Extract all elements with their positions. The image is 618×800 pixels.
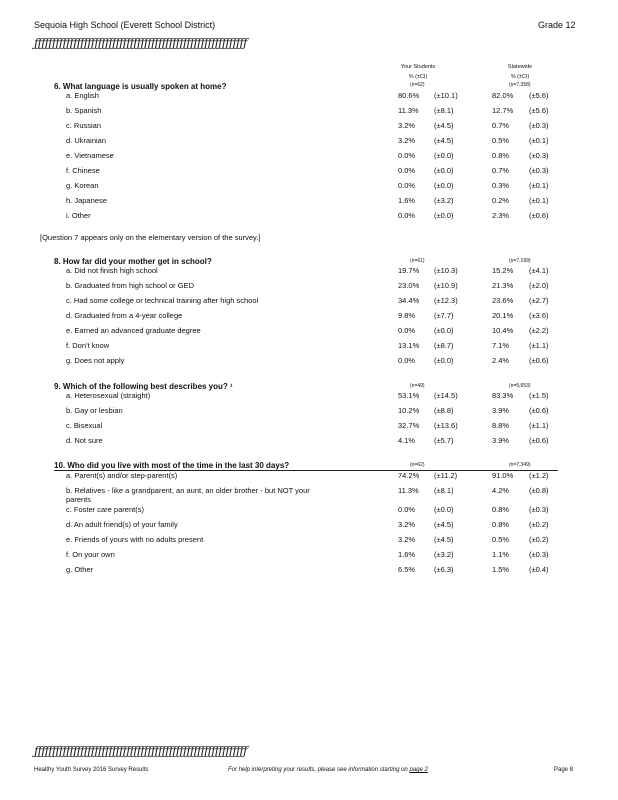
your-pct: 11.3% — [398, 486, 419, 495]
your-ci: (±10.1) — [434, 91, 458, 100]
row-label: f. Chinese — [66, 166, 100, 175]
your-pct: 6.5% — [398, 565, 416, 574]
state-pct: 20.1% — [492, 311, 514, 320]
row-label: c. Had some college or technical training after high school — [66, 296, 259, 305]
q10-n-yours: (n=62) — [410, 462, 425, 468]
state-ci: (±2.2) — [529, 326, 549, 335]
col-statewide-title: Statewide — [507, 64, 533, 70]
q8-n-yours: (n=61) — [410, 258, 425, 264]
footer-help-link[interactable]: page 2 — [409, 767, 428, 773]
table-row — [0, 211, 618, 225]
state-pct: 0.3% — [492, 181, 510, 190]
state-ci: (±0.3) — [529, 550, 549, 559]
table-row — [0, 136, 618, 150]
row-label-continued: parents — [66, 495, 92, 504]
row-label: b. Graduated from high school or GED — [66, 281, 194, 290]
table-row — [0, 565, 618, 579]
row-label: f. Don't know — [66, 341, 110, 350]
row-label: g. Korean — [66, 181, 99, 190]
table-row — [0, 121, 618, 135]
question-7-note: [Question 7 appears only on the elementary version of the survey.] — [40, 233, 261, 242]
your-ci: (±10.3) — [434, 266, 458, 275]
your-pct: 3.2% — [398, 136, 416, 145]
table-row — [0, 356, 618, 370]
state-pct: 3.9% — [492, 436, 510, 445]
your-ci: (±14.5) — [434, 391, 458, 400]
your-ci: (±0.0) — [434, 326, 454, 335]
your-ci: (±7.7) — [434, 311, 454, 320]
state-pct: 1.5% — [492, 565, 510, 574]
your-ci: (±8.7) — [434, 341, 454, 350]
state-ci: (±0.2) — [529, 535, 549, 544]
state-pct: 4.2% — [492, 486, 510, 495]
your-ci: (±0.0) — [434, 151, 454, 160]
table-row — [0, 91, 618, 105]
state-pct: 83.3% — [492, 391, 514, 400]
state-ci: (±2.7) — [529, 296, 549, 305]
table-row — [0, 436, 618, 450]
state-ci: (±5.6) — [529, 91, 549, 100]
your-ci: (±6.3) — [434, 565, 454, 574]
state-pct: 0.8% — [492, 505, 510, 514]
state-ci: (±5.6) — [529, 106, 549, 115]
state-pct: 15.2% — [492, 266, 514, 275]
your-ci: (±0.0) — [434, 166, 454, 175]
row-label: e. Earned an advanced graduate degree — [66, 326, 201, 335]
your-ci: (±5.7) — [434, 436, 454, 445]
your-pct: 32.7% — [398, 421, 420, 430]
table-row — [0, 326, 618, 340]
table-row — [0, 281, 618, 295]
state-pct: 82.0% — [492, 91, 514, 100]
q9-n-state: (n=5,653) — [509, 383, 531, 389]
state-ci: (±0.3) — [529, 151, 549, 160]
row-label: i. Other — [66, 211, 91, 220]
row-label: g. Other — [66, 565, 94, 574]
state-pct: 12.7% — [492, 106, 514, 115]
row-label: a. English — [66, 91, 99, 100]
row-label: a. Parent(s) and/or step-parent(s) — [66, 471, 178, 480]
state-ci: (±0.6) — [529, 356, 549, 365]
your-ci: (±4.5) — [434, 121, 454, 130]
state-pct: 2.4% — [492, 356, 510, 365]
table-row — [0, 181, 618, 195]
col-your-students-pct: % (±CI) — [408, 74, 428, 80]
q6-title: 6. What language is usually spoken at home? — [54, 82, 227, 91]
state-ci: (±1.1) — [529, 421, 549, 430]
your-ci: (±0.0) — [434, 181, 454, 190]
your-pct: 1.6% — [398, 550, 416, 559]
state-pct: 0.5% — [492, 136, 510, 145]
row-label: d. Not sure — [66, 436, 103, 445]
q6-n-state: (n=7,358) — [509, 82, 531, 88]
state-pct: 0.7% — [492, 166, 510, 175]
table-row — [0, 406, 618, 420]
state-ci: (±0.3) — [529, 121, 549, 130]
table-row — [0, 166, 618, 180]
your-pct: 19.7% — [398, 266, 420, 275]
table-row — [0, 196, 618, 210]
your-pct: 0.0% — [398, 151, 416, 160]
your-ci: (±8.1) — [434, 486, 454, 495]
q8-n-state: (n=7,199) — [509, 258, 531, 264]
your-pct: 0.0% — [398, 356, 416, 365]
your-pct: 9.8% — [398, 311, 416, 320]
state-pct: 21.3% — [492, 281, 514, 290]
your-ci: (±0.0) — [434, 211, 454, 220]
row-label: c. Russian — [66, 121, 102, 130]
row-label: b. Relatives - like a grandparent, an aunt, an older brother - but NOT your — [66, 486, 310, 495]
state-pct: 0.8% — [492, 151, 510, 160]
q10-title: 10. Who did you live with most of the time in the last 30 days? — [54, 461, 290, 470]
row-label: a. Heterosexual (straight) — [66, 391, 151, 400]
table-row — [0, 266, 618, 280]
row-label: d. Ukrainian — [66, 136, 107, 145]
col-your-students — [388, 64, 448, 80]
your-ci: (±8.1) — [434, 106, 454, 115]
table-row — [0, 311, 618, 325]
your-ci: (±10.9) — [434, 281, 458, 290]
row-label: e. Friends of yours with no adults present — [66, 535, 204, 544]
q9-n-yours: (n=49) — [410, 383, 425, 389]
table-row — [0, 296, 618, 310]
your-pct: 34.4% — [398, 296, 420, 305]
state-pct: 0.2% — [492, 196, 510, 205]
state-pct: 91.0% — [492, 471, 514, 480]
your-pct: 0.0% — [398, 181, 416, 190]
row-label: c. Foster care parent(s) — [66, 505, 144, 514]
table-row — [0, 151, 618, 165]
your-ci: (±0.0) — [434, 356, 454, 365]
table-row — [0, 471, 618, 485]
your-ci: (±4.5) — [434, 136, 454, 145]
grade-label: Grade 12 — [538, 20, 576, 30]
your-ci: (±12.3) — [434, 296, 458, 305]
state-pct: 8.8% — [492, 421, 510, 430]
school-title: Sequoia High School (Everett School District) — [34, 20, 216, 30]
table-row — [0, 505, 618, 519]
state-pct: 1.1% — [492, 550, 510, 559]
state-pct: 2.3% — [492, 211, 510, 220]
state-ci: (±0.1) — [529, 196, 549, 205]
your-pct: 0.0% — [398, 505, 416, 514]
your-pct: 3.2% — [398, 535, 416, 544]
state-ci: (±0.6) — [529, 436, 549, 445]
table-row — [0, 341, 618, 355]
row-label: e. Vietnamese — [66, 151, 114, 160]
state-pct: 7.1% — [492, 341, 510, 350]
col-your-students-title: Your Students — [400, 64, 436, 70]
your-ci: (±3.2) — [434, 550, 454, 559]
row-label: h. Japanese — [66, 196, 107, 205]
state-ci: (±0.6) — [529, 406, 549, 415]
your-pct: 0.0% — [398, 326, 416, 335]
row-label: b. Gay or lesbian — [66, 406, 123, 415]
your-pct: 3.2% — [398, 520, 416, 529]
your-pct: 3.2% — [398, 121, 416, 130]
q9-title: 9. Which of the following best describes you? ¹ — [54, 382, 233, 391]
your-pct: 4.1% — [398, 436, 416, 445]
col-statewide — [490, 64, 550, 80]
state-ci: (±4.1) — [529, 266, 549, 275]
header-rule: ƒƒƒƒƒƒƒƒƒƒƒƒƒƒƒƒƒƒƒƒƒƒƒƒƒƒƒƒƒƒƒƒƒƒƒƒƒƒƒƒƒƒƒƒƒƒƒƒƒƒƒƒƒƒƒƒƒƒƒƒ — [34, 36, 247, 50]
your-pct: 13.1% — [398, 341, 420, 350]
col-statewide-pct: % (±CI) — [510, 74, 530, 80]
row-label: b. Spanish — [66, 106, 102, 115]
your-pct: 23.0% — [398, 281, 420, 290]
state-ci: (±0.3) — [529, 166, 549, 175]
row-label: g. Does not apply — [66, 356, 125, 365]
footer-help-text — [228, 767, 428, 773]
table-row — [0, 421, 618, 435]
your-pct: 53.1% — [398, 391, 420, 400]
q10-n-state: (n=7,349) — [509, 462, 531, 468]
state-pct: 3.9% — [492, 406, 510, 415]
state-ci: (±0.8) — [529, 486, 549, 495]
footer-help-prefix: For help interpreting your results, please see information starting on — [228, 767, 408, 773]
row-label: d. Graduated from a 4-year college — [66, 311, 183, 320]
your-ci: (±0.0) — [434, 505, 454, 514]
table-row — [0, 550, 618, 564]
your-ci: (±3.2) — [434, 196, 454, 205]
state-ci: (±3.6) — [529, 311, 549, 320]
footer-survey-title: Healthy Youth Survey 2016 Survey Results — [34, 767, 149, 773]
your-pct: 1.6% — [398, 196, 416, 205]
state-ci: (±2.0) — [529, 281, 549, 290]
q8-title: 8. How far did your mother get in school? — [54, 257, 212, 266]
your-ci: (±8.8) — [434, 406, 454, 415]
your-pct: 0.0% — [398, 166, 416, 175]
your-ci: (±4.5) — [434, 520, 454, 529]
your-pct: 10.2% — [398, 406, 420, 415]
row-label: f. On your own — [66, 550, 115, 559]
table-row — [0, 535, 618, 549]
state-pct: 0.5% — [492, 535, 510, 544]
row-label: c. Bisexual — [66, 421, 103, 430]
q6-n-yours: (n=62) — [410, 82, 425, 88]
state-ci: (±1.5) — [529, 391, 549, 400]
your-ci: (±11.2) — [434, 471, 458, 480]
state-ci: (±0.2) — [529, 520, 549, 529]
state-ci: (±0.6) — [529, 211, 549, 220]
your-pct: 11.3% — [398, 106, 419, 115]
your-ci: (±4.5) — [434, 535, 454, 544]
state-ci: (±0.3) — [529, 505, 549, 514]
state-ci: (±1.1) — [529, 341, 549, 350]
state-ci: (±0.4) — [529, 565, 549, 574]
your-pct: 74.2% — [398, 471, 420, 480]
your-pct: 0.0% — [398, 211, 416, 220]
row-label: d. An adult friend(s) of your family — [66, 520, 178, 529]
row-label: a. Did not finish high school — [66, 266, 158, 275]
state-ci: (±0.1) — [529, 181, 549, 190]
your-pct: 80.6% — [398, 91, 420, 100]
state-pct: 0.7% — [492, 121, 510, 130]
your-ci: (±13.6) — [434, 421, 458, 430]
table-row — [0, 520, 618, 534]
footer-rule: ƒƒƒƒƒƒƒƒƒƒƒƒƒƒƒƒƒƒƒƒƒƒƒƒƒƒƒƒƒƒƒƒƒƒƒƒƒƒƒƒƒƒƒƒƒƒƒƒƒƒƒƒƒƒƒƒƒƒƒƒ — [34, 744, 247, 758]
state-pct: 10.4% — [492, 326, 514, 335]
table-row — [0, 106, 618, 120]
state-ci: (±0.1) — [529, 136, 549, 145]
state-pct: 0.8% — [492, 520, 510, 529]
table-row — [0, 391, 618, 405]
state-ci: (±1.2) — [529, 471, 549, 480]
state-pct: 23.6% — [492, 296, 514, 305]
page-number: Page 8 — [554, 767, 574, 773]
